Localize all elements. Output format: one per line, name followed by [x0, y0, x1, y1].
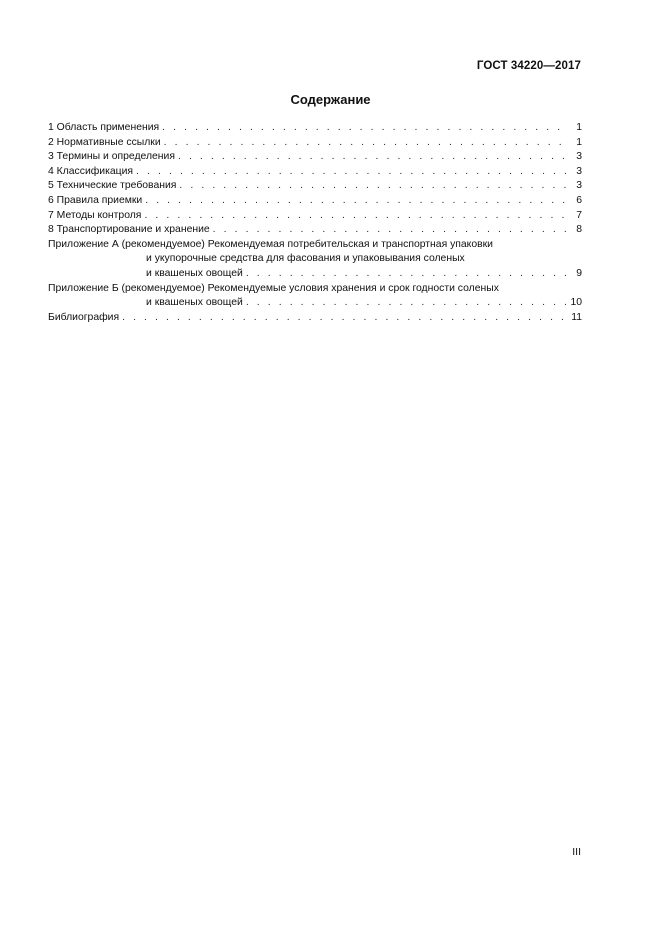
- toc-entry[interactable]: [48, 150, 582, 165]
- toc-entry-label: Библиография: [48, 311, 120, 323]
- toc-entry-page: 9: [576, 267, 582, 279]
- page-header: ГОСТ 34220—2017: [476, 60, 581, 72]
- toc-entry[interactable]: [48, 136, 582, 151]
- toc-entry-label: 3 Термины и определения: [48, 151, 175, 163]
- toc-entry-page: 3: [576, 165, 582, 177]
- toc-leader-dots: [136, 165, 567, 180]
- toc-entry[interactable]: [48, 179, 582, 194]
- toc-entry-page: 7: [576, 209, 582, 221]
- toc-leader-dots: [213, 223, 567, 238]
- toc-entry-label: 1 Область применения: [48, 122, 160, 133]
- toc-appendix-a-line3: [48, 267, 582, 282]
- toc-appendix-b[interactable]: [48, 282, 582, 311]
- toc-entry-label: и укупорочные средства для фасования и упаковывания соленых: [146, 253, 465, 265]
- toc-appendix-a-line1: [48, 238, 582, 253]
- toc-title: Содержание: [290, 92, 371, 107]
- toc-leader-dots: [122, 311, 567, 326]
- toc-entry-label: 8 Транспортирование и хранение: [48, 224, 210, 236]
- toc-appendix-a-line2: [48, 252, 582, 267]
- toc-entry-label: 4 Классификация: [48, 165, 134, 177]
- toc-entry-label: Приложение А (рекомендуемое) Рекомендуемая потребительская и транспортная упаковки: [48, 238, 493, 250]
- toc-entry-page: 3: [576, 151, 582, 163]
- toc-entry[interactable]: [48, 121, 582, 136]
- toc-leader-dots: [144, 209, 567, 224]
- toc-entry-page: 3: [576, 180, 582, 192]
- toc-entry-page: 8: [576, 224, 582, 236]
- table-of-contents: [48, 121, 582, 325]
- toc-entry-page: 1: [576, 136, 582, 148]
- toc-entry[interactable]: [48, 165, 582, 180]
- toc-entry[interactable]: [48, 209, 582, 224]
- page-number: III: [572, 846, 581, 858]
- toc-entry-label: 6 Правила приемки: [48, 194, 143, 206]
- toc-appendix-a[interactable]: [48, 238, 582, 282]
- toc-entry[interactable]: [48, 194, 582, 209]
- toc-entry-label: 5 Технические требования: [48, 180, 177, 192]
- toc-entry[interactable]: [48, 223, 582, 238]
- toc-entry-page: 10: [570, 297, 582, 309]
- toc-entry-page: 1: [576, 122, 582, 133]
- toc-entry-page: 11: [571, 311, 582, 323]
- toc-leader-dots: [145, 194, 567, 209]
- toc-entry-label: Приложение Б (рекомендуемое) Рекомендуемые условия хранения и срок годности соленых: [48, 282, 499, 294]
- toc-leader-dots: [179, 179, 567, 194]
- toc-entry-label: и квашеных овощей: [146, 297, 243, 309]
- toc-entry-label: 2 Нормативные ссылки: [48, 136, 161, 148]
- toc-entry-label: 7 Методы контроля: [48, 209, 142, 221]
- toc-leader-dots: [164, 136, 567, 151]
- toc-leader-dots: [246, 296, 567, 311]
- toc-leader-dots: [178, 150, 567, 165]
- toc-entry-label: и квашеных овощей: [146, 267, 243, 279]
- toc-leader-dots: [162, 121, 567, 136]
- toc-bibliography[interactable]: [48, 311, 582, 326]
- toc-appendix-b-line2: [48, 296, 582, 311]
- toc-appendix-b-line1: [48, 282, 582, 297]
- toc-entry-page: 6: [576, 194, 582, 206]
- toc-leader-dots: [246, 267, 567, 282]
